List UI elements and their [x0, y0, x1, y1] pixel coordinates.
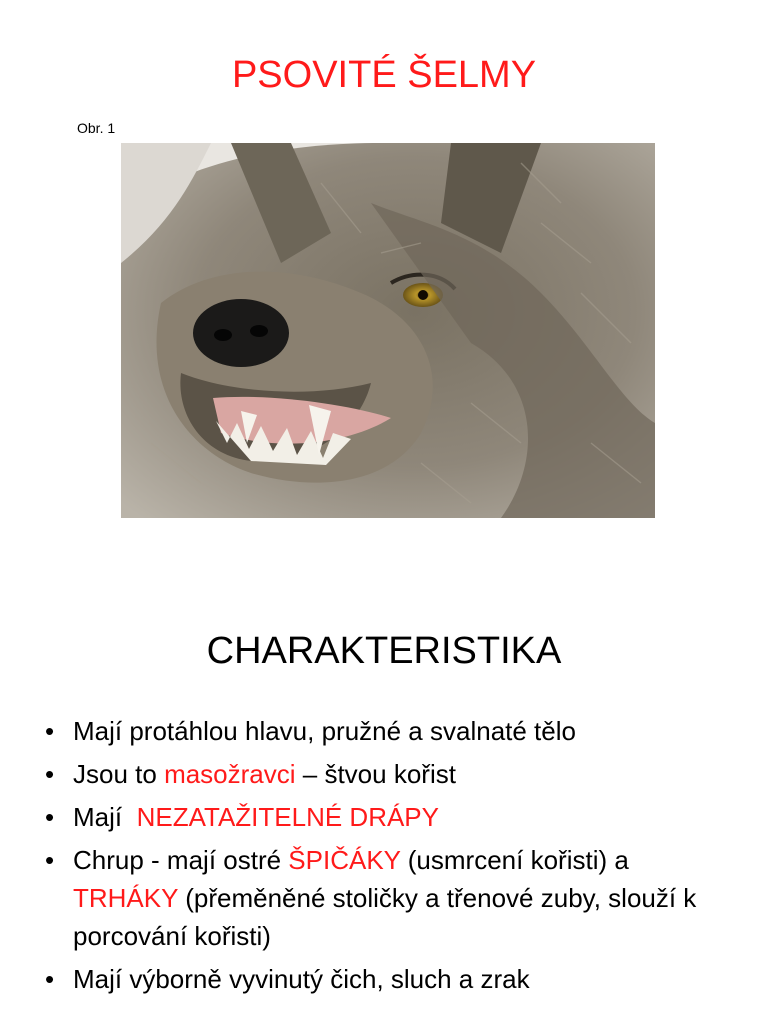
- image-caption: Obr. 1: [77, 120, 116, 136]
- list-item: [0, 755, 768, 793]
- bullet-marker: •: [45, 845, 55, 875]
- list-item: [0, 712, 768, 750]
- section-heading: CHARAKTERISTIKA: [206, 630, 562, 672]
- bullet-text: (přeměněné stoličky a třenové zuby, slouží k porcování kořisti): [73, 883, 697, 951]
- bullet-text: – štvou kořist: [295, 759, 456, 789]
- highlight-term: ŠPIČÁKY: [288, 845, 401, 875]
- list-item: [0, 960, 768, 998]
- bullet-text: Mají výborně vyvinutý čich, sluch a zrak: [73, 964, 530, 994]
- list-item: [0, 798, 768, 836]
- characteristics-list: [0, 712, 768, 1003]
- slide-title: PSOVITÉ ŠELMY: [231, 54, 537, 96]
- bullet-text: Mají protáhlou hlavu, pružné a svalnaté tělo: [73, 716, 576, 746]
- bullet-text: (usmrcení kořisti) a: [400, 845, 629, 875]
- bullet-marker: •: [45, 716, 55, 746]
- bullet-marker: •: [45, 964, 55, 994]
- bullet-marker: •: [45, 802, 55, 832]
- highlight-term: NEZATAŽITELNÉ DRÁPY: [136, 802, 439, 832]
- highlight-term: TRHÁKY: [73, 883, 178, 913]
- list-item: [0, 841, 768, 955]
- bullet-text: Mají: [73, 802, 137, 832]
- wolf-image: [121, 143, 655, 518]
- bullet-text: Chrup - mají ostré: [73, 845, 289, 875]
- bullet-marker: •: [45, 759, 55, 789]
- bullet-text: Jsou to: [73, 759, 165, 789]
- highlight-term: masožravci: [164, 759, 296, 789]
